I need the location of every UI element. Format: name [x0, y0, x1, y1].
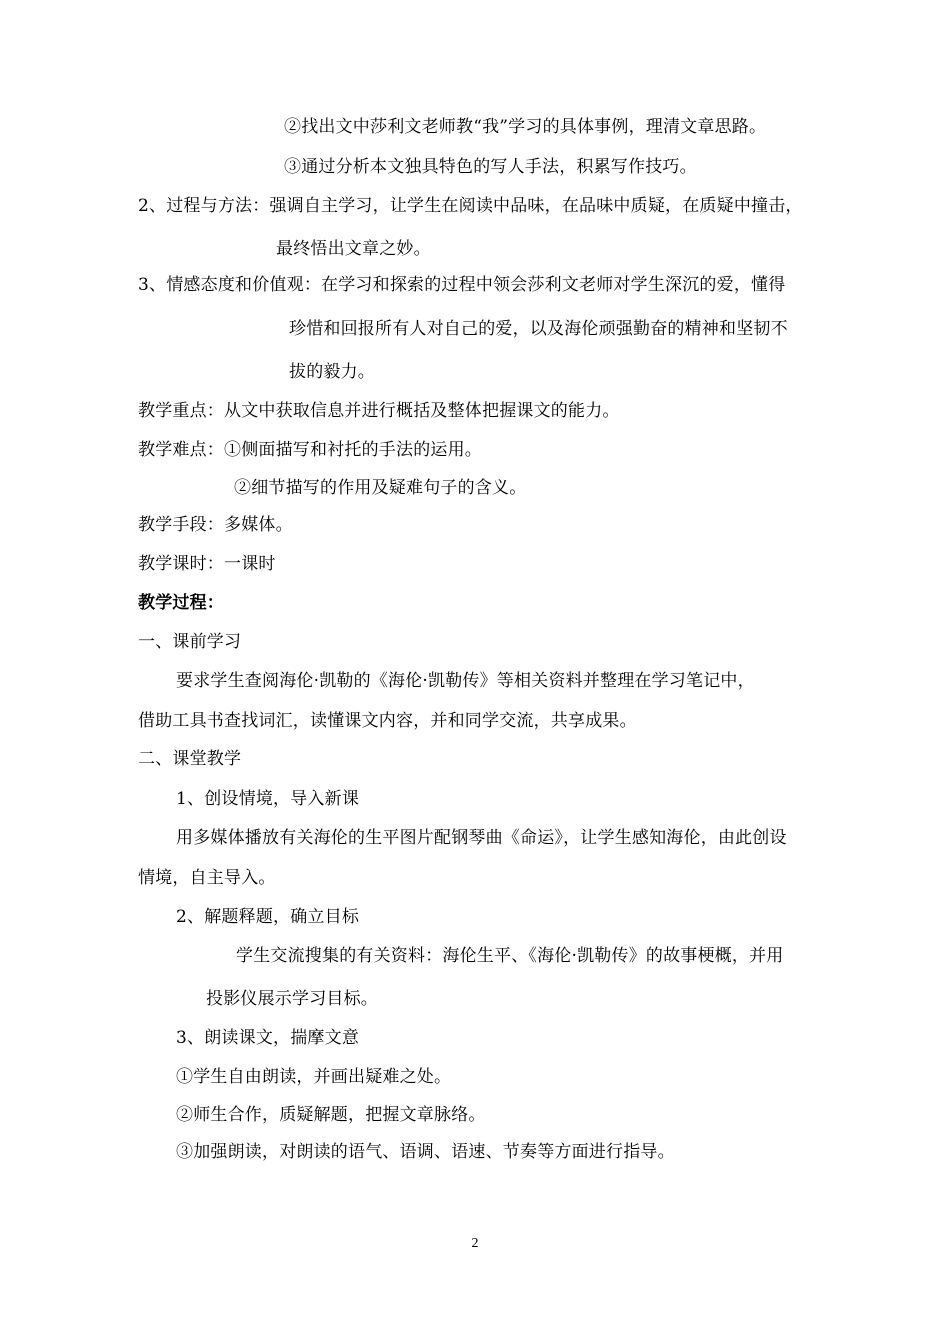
step-3-item-2: ②师生合作，质疑解题，把握文章脉络。 [176, 1105, 486, 1125]
process-method-line-2: 最终悟出文章之妙。 [276, 239, 431, 259]
emotion-values-line-1: 3、情感态度和价值观：在学习和探索的过程中领会莎利文老师对学生深沉的爱，懂得 [138, 275, 786, 295]
teaching-difficult-point-1: 教学难点：①侧面描写和衬托的手法的运用。 [138, 440, 482, 460]
teaching-difficult-point-2: ②细节描写的作用及疑难句子的含义。 [234, 478, 527, 498]
teaching-means: 教学手段：多媒体。 [138, 515, 293, 535]
classroom-heading: 二、课堂教学 [138, 749, 242, 769]
pre-class-line-2: 借助工具书查找词汇，读懂课文内容，并和同学交流，共享成果。 [138, 711, 637, 731]
process-method-line-1: 2、过程与方法：强调自主学习，让学生在阅读中品味，在品味中质疑，在质疑中撞击， [138, 196, 803, 216]
emotion-values-line-3: 拔的毅力。 [289, 362, 375, 382]
emotion-values-line-2: 珍惜和回报所有人对自己的爱，以及海伦顽强勤奋的精神和坚韧不 [289, 319, 788, 339]
step-2-line-2: 投影仪展示学习目标。 [206, 989, 378, 1009]
teaching-process-heading: 教学过程： [138, 593, 224, 613]
step-3-item-1: ①学生自由朗读，并画出疑难之处。 [176, 1067, 452, 1087]
step-2-line-1: 学生交流搜集的有关资料：海伦生平、《海伦·凯勒传》的故事梗概，并用 [236, 946, 784, 966]
pre-class-heading: 一、课前学习 [138, 632, 242, 652]
pre-class-line-1: 要求学生查阅海伦·凯勒的《海伦·凯勒传》等相关资料并整理在学习笔记中， [176, 671, 755, 691]
page-number: 2 [471, 1236, 479, 1251]
step-3-item-3: ③加强朗读，对朗读的语气、语调、语速、节奏等方面进行指导。 [176, 1142, 675, 1162]
step-1-title: 1、创设情境，导入新课 [176, 789, 360, 809]
step-3-title: 3、朗读课文，揣摩文意 [176, 1028, 360, 1048]
step-1-line-1: 用多媒体播放有关海伦的生平图片配钢琴曲《命运》，让学生感知海伦，由此创设 [176, 828, 787, 848]
objective-item-2: ②找出文中莎利文老师教“我”学习的具体事例，理清文章思路。 [284, 117, 767, 137]
step-1-line-2: 情境，自主导入。 [138, 868, 276, 888]
teaching-key-point: 教学重点：从文中获取信息并进行概括及整体把握课文的能力。 [138, 401, 620, 421]
objective-item-3: ③通过分析本文独具特色的写人手法，积累写作技巧。 [284, 157, 697, 177]
step-2-title: 2、解题释题，确立目标 [176, 907, 360, 927]
class-hours: 教学课时：一课时 [138, 554, 276, 574]
